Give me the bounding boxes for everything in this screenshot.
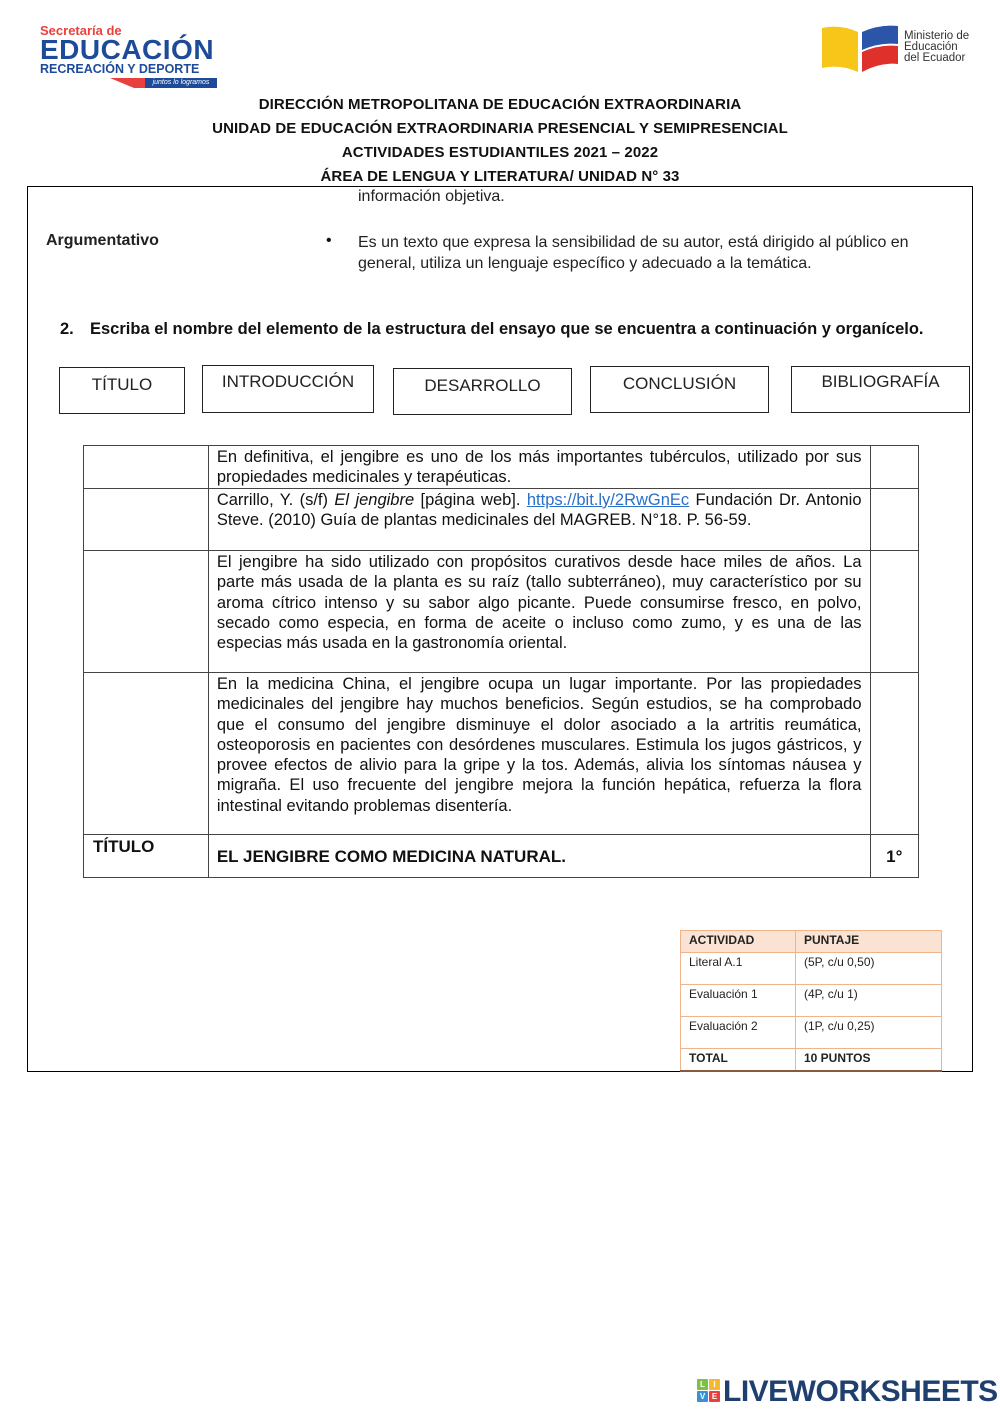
table-row [84, 551, 919, 673]
table-row [84, 446, 919, 489]
header-line-4: ÁREA DE LENGUA Y LITERATURA/ UNIDAD N° 33 [320, 168, 680, 185]
order-slot[interactable] [870, 551, 919, 673]
cube-i: I [709, 1379, 720, 1390]
open-book-flag-icon [820, 22, 900, 74]
header-line-3: ACTIVIDADES ESTUDIANTILES 2021 – 2022 [341, 144, 659, 161]
option-titulo[interactable]: TÍTULO [59, 367, 185, 414]
option-conclusion[interactable]: CONCLUSIÓN [590, 366, 769, 413]
liveworksheets-cube-icon [697, 1379, 721, 1403]
essay-fragment: En la medicina China, el jengibre ocupa un lugar importante. Por las propiedades medicinales del jengibre hay muchos beneficios. Según estudios, se ha comprobado que el consumo del jengibre disminuye el dolor asociado a la artritis reumática, osteoporosis en pacientes con desórdenes musculares. Estimula los jugos gástricos, y provee efectos de alivio para la gripe y la tos. Además, alivia los síntomas náusea y migraña. El uso frecuente del jengibre mejora la función hepática, refuerza la flora intestinal evitando problemas disentería. [208, 673, 870, 835]
element-name-slot[interactable] [84, 446, 209, 489]
table-row [84, 673, 919, 835]
element-name-cell: TÍTULO [84, 835, 209, 878]
total-label: TOTAL [681, 1049, 796, 1072]
cube-v: V [697, 1391, 708, 1402]
option-introduccion[interactable]: INTRODUCCIÓN [202, 365, 374, 413]
order-cell: 1° [870, 835, 919, 878]
header-line-2: UNIDAD DE EDUCACIÓN EXTRAORDINARIA PRESENCIAL Y SEMIPRESENCIAL [212, 120, 788, 137]
question-number: 2. [60, 320, 74, 338]
score-activity: Evaluación 2 [681, 1017, 796, 1049]
score-row [681, 1017, 942, 1049]
ministerio-text [904, 31, 969, 64]
order-slot[interactable] [870, 489, 919, 551]
essay-fragment [208, 489, 870, 551]
document-header [0, 93, 1000, 189]
secretaria-educacion-logo [40, 24, 225, 84]
citation-text: [página web]. [414, 491, 527, 509]
score-activity: Evaluación 1 [681, 985, 796, 1017]
ministerio-line-3: del Ecuador [904, 52, 966, 64]
score-points: (5P, c/u 0,50) [796, 953, 942, 985]
citation-italic-title: El jengibre [334, 491, 415, 509]
score-activity: Literal A.1 [681, 953, 796, 985]
score-table [680, 930, 942, 1072]
table-row-title [84, 835, 919, 878]
score-points: (4P, c/u 1) [796, 985, 942, 1017]
header-puntaje: PUNTAJE [796, 931, 942, 953]
table-row [84, 489, 919, 551]
bullet-icon: • [326, 232, 332, 249]
element-name-slot[interactable] [84, 551, 209, 673]
score-row [681, 985, 942, 1017]
score-header-row [681, 931, 942, 953]
citation-text: Carrillo, Y. (s/f) [216, 491, 335, 509]
logo-red-stripe [110, 78, 150, 88]
previous-continued-text: información objetiva. [358, 188, 505, 205]
cube-e: E [709, 1391, 720, 1402]
order-slot[interactable] [870, 446, 919, 489]
score-points: (1P, c/u 0,25) [796, 1017, 942, 1049]
option-bibliografia[interactable]: BIBLIOGRAFÍA [791, 366, 970, 413]
score-total-row [681, 1049, 942, 1072]
ministerio-line-2: Educación [904, 41, 958, 53]
ministerio-line-1: Ministerio de [904, 30, 970, 42]
total-points: 10 PUNTOS [796, 1049, 942, 1072]
logo-line-3: RECREACIÓN Y DEPORTE [40, 62, 200, 76]
citation-text: Fundación Dr. Antonio Steve. (2010) Guía de plantas medicinales del MAGREB. N°18. P. 56-59. [216, 491, 862, 530]
logo-band [40, 78, 225, 88]
logo-line-2: EDUCACIÓN [40, 34, 215, 65]
essay-title: EL JENGIBRE COMO MEDICINA NATURAL. [208, 835, 870, 878]
order-slot[interactable] [870, 673, 919, 835]
element-name-slot[interactable] [84, 673, 209, 835]
essay-fragment: En definitiva, el jengibre es uno de los más importantes tubérculos, utilizado por sus propiedades medicinales y terapéuticas. [208, 446, 870, 489]
score-row [681, 953, 942, 985]
header-actividad: ACTIVIDAD [681, 931, 796, 953]
cube-l: L [697, 1379, 708, 1390]
logo-line-1: Secretaría de [40, 23, 122, 38]
citation-link[interactable]: https://bit.ly/2RwGnEc [526, 491, 690, 509]
logo-tagline: juntos lo logramos [145, 78, 217, 88]
essay-structure-table [83, 445, 919, 878]
element-name-slot[interactable] [84, 489, 209, 551]
question-text: Escriba el nombre del elemento de la estructura del ensayo que se encuentra a continuación y organícelo. [90, 320, 924, 338]
argumentativo-description: Es un texto que expresa la sensibilidad de su autor, está dirigido al público en general, utiliza un lenguaje específico y adecuado a la temática. [358, 234, 909, 272]
ministerio-educacion-logo [820, 22, 990, 77]
brand-wordmark: LIVEWORKSHEETS [723, 1375, 998, 1408]
header-line-1: DIRECCIÓN METROPOLITANA DE EDUCACIÓN EXTRAORDINARIA [258, 96, 742, 113]
argumentativo-label: Argumentativo [46, 232, 159, 249]
essay-fragment: El jengibre ha sido utilizado con propósitos curativos desde hace miles de años. La parte más usada de la planta es su raíz (tallo subterráneo), muy característico por su aroma cítrico intenso y su sabor algo picante. Puede consumirse fresco, en polvo, secado como especia, en forma de aceite o incluso como zumo, y es una de las especias más usada en la gastronomía oriental. [208, 551, 870, 673]
option-desarrollo[interactable]: DESARROLLO [393, 368, 572, 415]
